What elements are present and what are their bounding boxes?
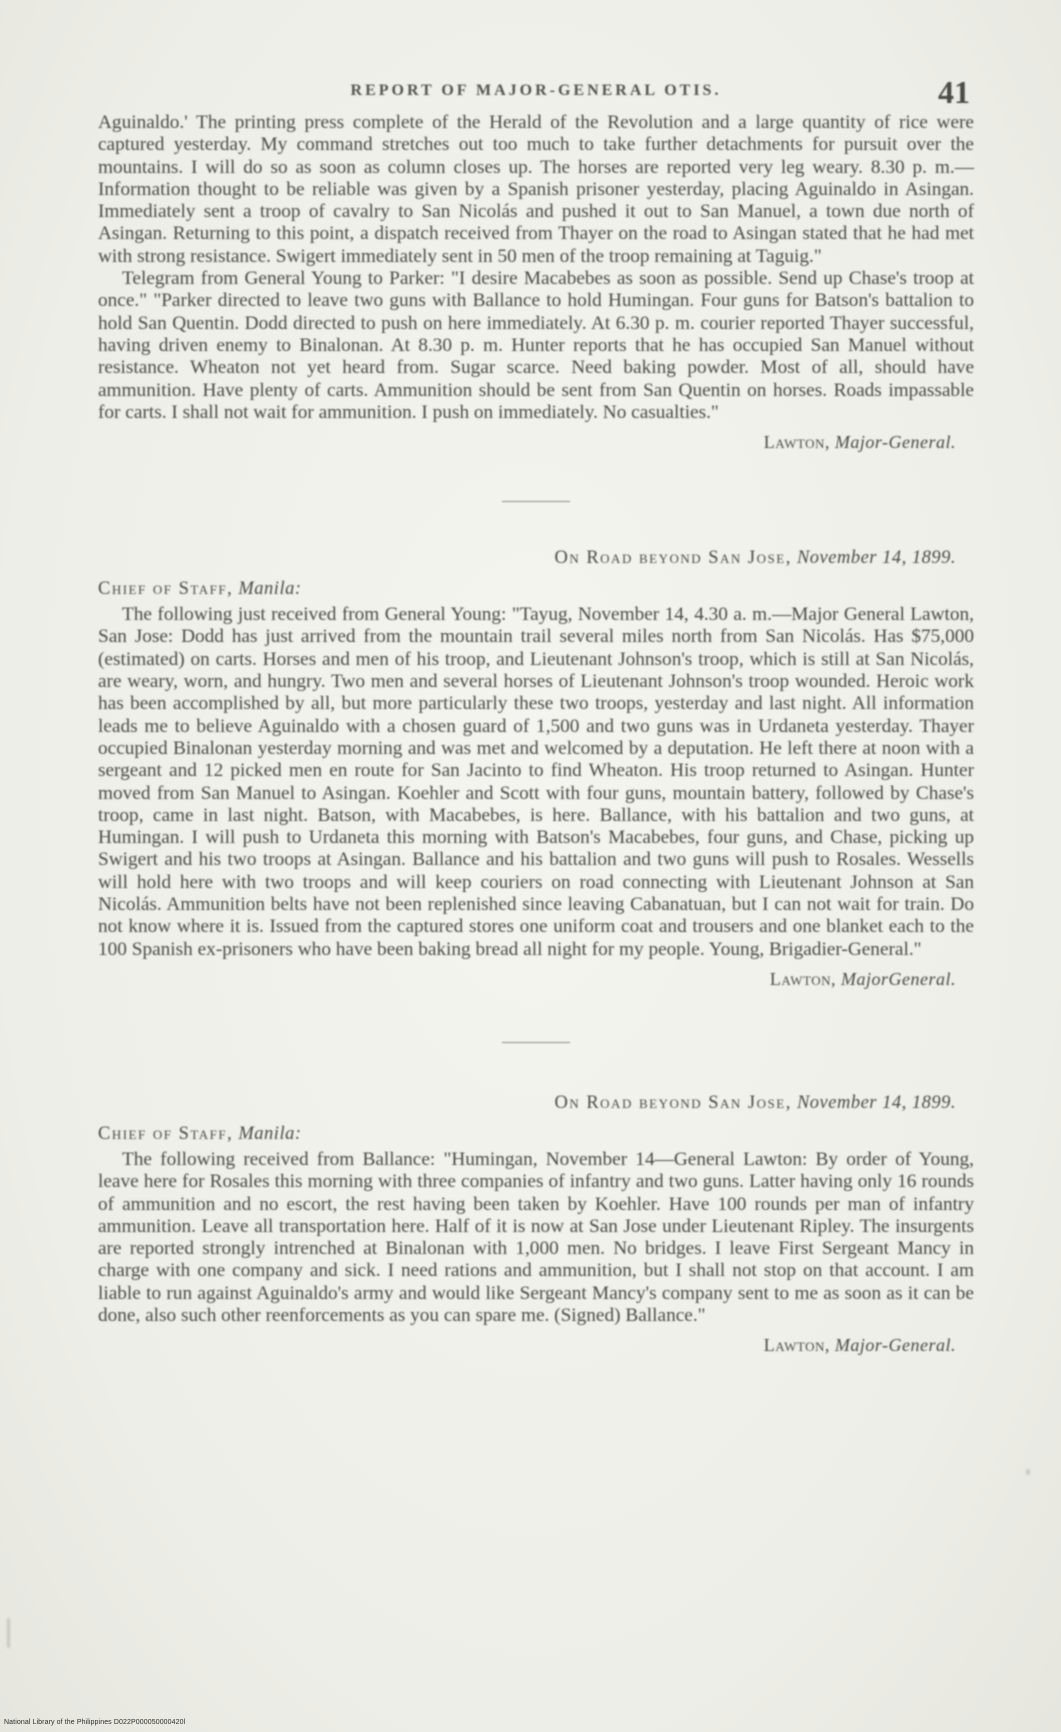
salutation-addressee: Chief of Staff,	[98, 579, 234, 600]
dateline-place: On Road beyond San Jose,	[554, 548, 792, 569]
salutation	[98, 1124, 974, 1145]
section-divider	[502, 501, 570, 502]
dateline-date: November 14, 1899.	[796, 548, 956, 569]
signature-name: Lawton,	[763, 432, 830, 453]
section-divider	[502, 1042, 570, 1043]
signature	[98, 432, 974, 453]
signature-rank: Major-General.	[834, 1335, 956, 1356]
running-head: REPORT OF MAJOR-GENERAL OTIS.	[350, 82, 722, 99]
page-header	[98, 70, 974, 112]
signature-rank: MajorGeneral.	[841, 968, 956, 989]
library-stamp: National Library of the Philippines D022P000050000420l	[4, 1719, 186, 1726]
salutation-city: Manila:	[238, 1123, 302, 1144]
page-content	[98, 70, 974, 1356]
telegram-section	[98, 1093, 974, 1356]
telegram-paragraph: The following just received from General Young: "Tayug, November 14, 4.30 a. m.—Major General Lawton, San Jose: Dodd has just arrived from the mountain trail several miles north from San Nicolás. Has $75,000 (estimated) on carts. Horses and men of his troop, and Lieutenant Johnson's troop, which is still at San Nicolás, are weary, worn, and hungry. Two men and several horses of Lieutenant Johnson's troop wounded. Heroic work has been accomplished by all, but more particularly these two troops, yesterday and last night. All information leads me to believe Aguinaldo with a chosen guard of 1,500 and two guns was in Urdaneta yesterday. Thayer occupied Binalonan yesterday morning and was met and welcomed by a deputation. He left there at noon with a sergeant and 12 picked men en route for San Jacinto to find Wheaton. His troop returned to Asingan. Hunter moved from San Manuel to Asingan. Koehler and Scott with four guns, mountain battery, followed by Chase's troop, came in last night. Batson, with Macabebes, is here. Ballance, with his battalion and two guns, at Humingan. I will push to Urdaneta this morning with Batson's Macabebes, four guns, and Chase, picking up Swigert and his two troops at Asingan. Ballance and his battalion and two guns will push to Rosales. Wessells will hold here with two troops and will keep couriers on road connecting with Lieutenant Johnson at San Nicolás. Ammunition belts have not been replenished since leaving Cabanatuan, but I can not wait for train. Do not know where it is. Issued from the captured stores one uniform coat and trousers and one blanket each to the 100 Spanish ex-prisoners who have been baking bread all night for my people. Young, Brigadier-General."	[98, 604, 974, 960]
telegram-continued	[98, 112, 974, 453]
paper-speck	[7, 1618, 10, 1648]
dateline-place: On Road beyond San Jose,	[554, 1092, 792, 1113]
salutation	[98, 579, 974, 600]
telegram-paragraph: Aguinaldo.' The printing press complete of the Herald of the Revolution and a large quantity of rice were captured yesterday. My command stretches out too much to take further detachments for pursuit over the mountains. I will do so as soon as column closes up. The horses are reported very leg weary. 8.30 p. m.—Information thought to be reliable was given by a Spanish prisoner yesterday, placing Aguinaldo in Asingan. Immediately sent a troop of cavalry to San Nicolás and pushed it out to San Manuel, a town due north of Asingan. Returning to this point, a dispatch received from Thayer on the road to Asingan stated that he had met with strong resistance. Swigert immediately sent in 50 men of the troop remaining at Taguig."	[98, 112, 974, 267]
page-number: 41	[938, 74, 970, 110]
dateline	[98, 548, 974, 569]
signature	[98, 969, 974, 990]
signature	[98, 1335, 974, 1356]
telegram-paragraph: The following received from Ballance: "Humingan, November 14—General Lawton: By order of Young, leave here for Rosales this morning with three companies of infantry and two guns. Latter having only 16 rounds of ammunition and no escort, the rest having been taken by Koehler. Have 100 rounds per man of infantry ammunition. Leave all transportation here. Half of it is now at San Jose under Lieutenant Ripley. The insurgents are reported strongly intrenched at Binalonan with 1,000 men. No bridges. I leave First Sergeant Mancy in charge with one company and sick. I need rations and ammunition, but I shall not stop on that account. I am liable to run against Aguinaldo's army and would like Sergeant Mancy's company sent to me as soon as it can be done, also such other reenforcements as you can spare me. (Signed) Ballance."	[98, 1148, 974, 1326]
signature-rank: Major-General.	[834, 432, 956, 453]
telegram-section	[98, 548, 974, 990]
paper-speck	[1026, 1469, 1030, 1475]
telegram-paragraph: Telegram from General Young to Parker: "I desire Macabebes as soon as possible. Send up Chase's troop at once." "Parker directed to leave two guns with Ballance to hold Humingan. Four guns for Batson's battalion to hold San Quentin. Dodd directed to push on here immediately. At 6.30 p. m. courier reported Thayer successful, having driven enemy to Binalonan. At 8.30 p. m. Hunter reports that he has occupied San Manuel without resistance. Wheaton not yet heard from. Sugar scarce. Need baking powder. Most of all, should have ammunition. Have plenty of carts. Ammunition should be sent from San Quentin on horses. Roads impassable for carts. I shall not wait for ammunition. I push on immediately. No casualties."	[98, 268, 974, 423]
salutation-addressee: Chief of Staff,	[98, 1123, 234, 1144]
signature-name: Lawton,	[769, 968, 837, 989]
dateline	[98, 1093, 974, 1114]
dateline-date: November 14, 1899.	[796, 1092, 956, 1113]
signature-name: Lawton,	[763, 1335, 830, 1356]
salutation-city: Manila:	[238, 579, 302, 600]
